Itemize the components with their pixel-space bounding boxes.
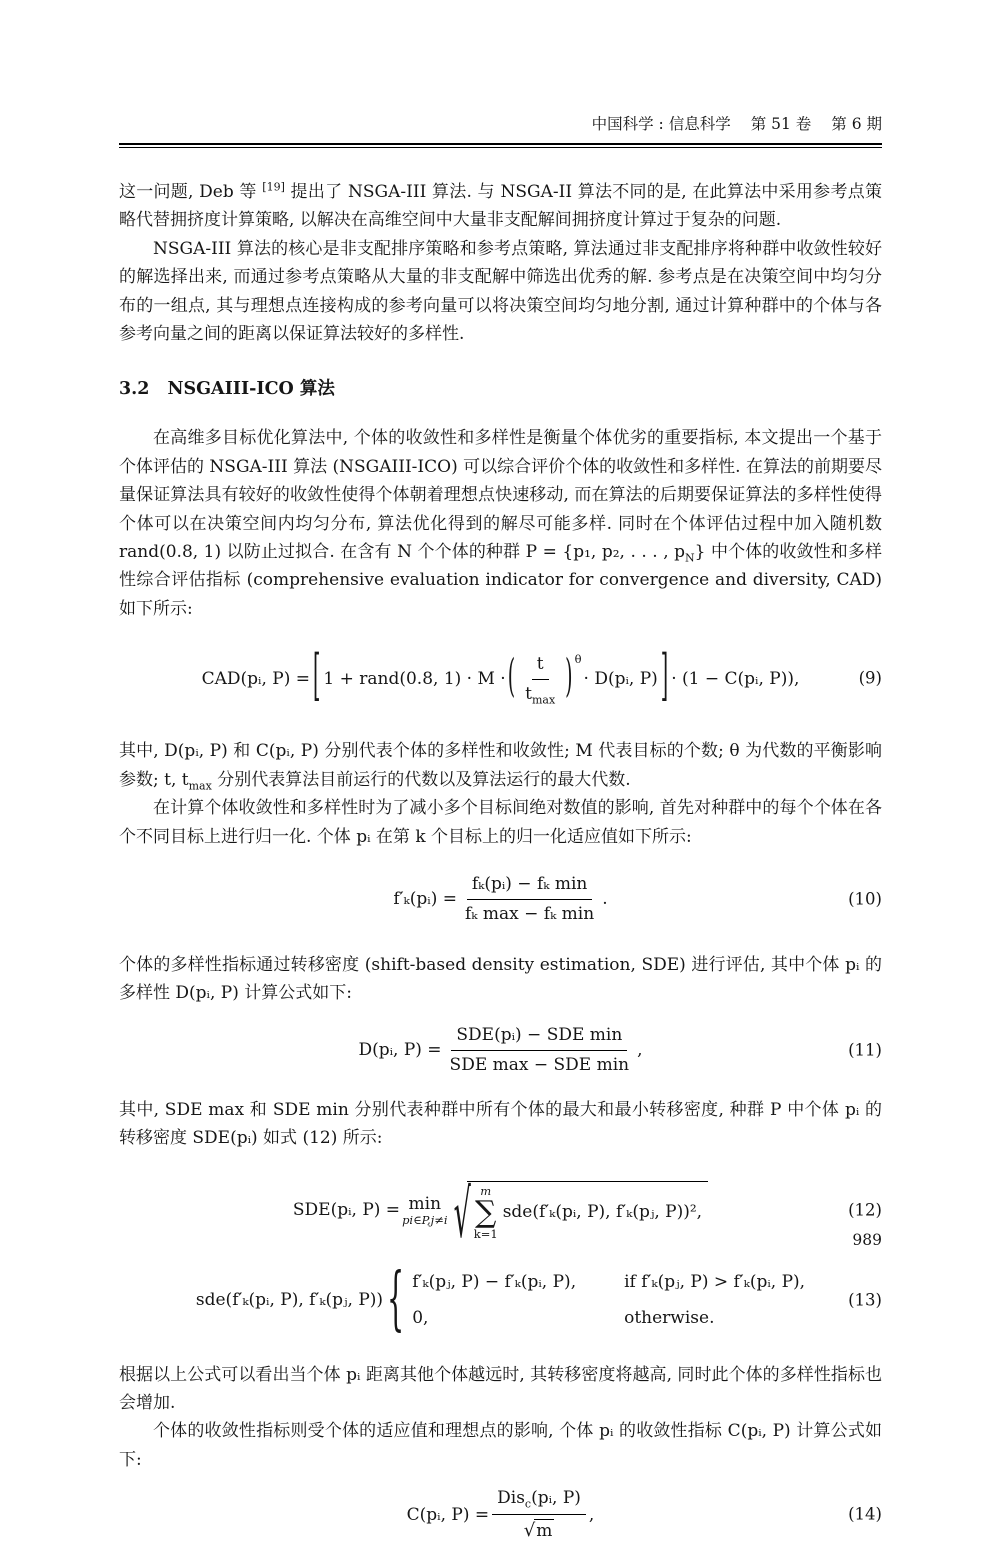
eq14-fraction xyxy=(492,1488,586,1542)
paragraph-text: 提出了 NSGA-III 算法. 与 NSGA-II 算法不同的是, 在此算法中采用参考点策略代替拥挤度计算策略, 以解决在高维空间中大量非支配解间拥挤度计算过于复杂的问题. xyxy=(119,182,882,231)
eq9-frac-numerator: t xyxy=(532,654,549,680)
eq10-lhs: f′ₖ(pᵢ) = xyxy=(393,889,457,910)
equation-9 xyxy=(119,643,882,715)
page-content xyxy=(119,112,882,1556)
eq9-term1: 1 + rand(0.8, 1) · M · xyxy=(323,668,506,689)
eq12-summation: m ∑ k=1 xyxy=(473,1183,498,1241)
volume-label: 第 51 卷 xyxy=(750,115,812,133)
equation-10 xyxy=(119,867,882,933)
eq14-tail: , xyxy=(588,1504,595,1525)
eq13-case2-cond: otherwise. xyxy=(624,1308,715,1329)
paragraph-text: } 中个体的收敛性和多样性综合评估指标 (comprehensive evaluation indicator for convergence and diversity, CAD) 如下所示: xyxy=(119,542,882,619)
subscript-c: c xyxy=(524,1497,532,1511)
equation-number: (13) xyxy=(848,1290,882,1310)
section-title: NSGAIII-ICO 算法 xyxy=(167,379,335,400)
subscript-max: max xyxy=(188,779,212,793)
equation-11 xyxy=(119,1018,882,1084)
section-heading xyxy=(119,375,882,400)
subscript-N: N xyxy=(685,551,695,565)
eq12-lhs: SDE(pᵢ, P) = xyxy=(292,1199,401,1220)
eq9-paren-close: ) xyxy=(565,651,573,704)
page-header xyxy=(119,112,882,143)
equation-14 xyxy=(119,1484,882,1546)
journal-title: 中国科学 : 信息科学 xyxy=(591,115,731,133)
section-number: 3.2 xyxy=(119,379,150,400)
equation-number: (12) xyxy=(848,1200,882,1220)
equation-number: (9) xyxy=(858,668,882,688)
eq12-min-operator: min pi∈P,j≠i xyxy=(402,1193,448,1227)
eq14-frac-numerator: Dis$_c$(pᵢ, P) xyxy=(492,1488,586,1514)
equation-number: (14) xyxy=(848,1504,882,1524)
eq9-paren-open: ( xyxy=(507,651,516,704)
eq13-case2-expr: 0, xyxy=(412,1308,429,1329)
eq9-term3: · (1 − C(pᵢ, P)), xyxy=(671,668,800,689)
eq11-frac-denominator: SDE max − SDE min xyxy=(449,1055,630,1076)
paragraph-eq9-explain xyxy=(119,737,882,794)
eq9-term2: · D(pᵢ, P) xyxy=(583,668,658,689)
issue-label: 第 6 期 xyxy=(831,115,882,133)
eq12-summand: sde(f′ₖ(pᵢ, P), f′ₖ(pⱼ, P))², xyxy=(502,1201,703,1222)
footer-page-number: 989 xyxy=(852,1231,882,1249)
eq10-frac-denominator: fₖ max − fₖ min xyxy=(464,904,595,925)
eq9-exponent: θ xyxy=(574,652,582,667)
eq11-fraction xyxy=(445,1025,635,1077)
brace-icon: { xyxy=(387,1260,405,1340)
eq9-frac-denominator: $t_{max}$ xyxy=(525,683,556,707)
paragraph-text: 这一问题, Deb 等 xyxy=(119,182,263,202)
eq11-frac-numerator: SDE(pᵢ) − SDE min xyxy=(451,1025,627,1051)
radical-sign-icon: √ xyxy=(523,1519,536,1541)
eq13-case1-cond: if f′ₖ(pⱼ, P) > f′ₖ(pᵢ, P), xyxy=(624,1271,806,1292)
radical-sign-icon: √ xyxy=(453,1177,471,1254)
equation-number: (11) xyxy=(848,1040,882,1060)
paragraph-continuation xyxy=(119,178,882,235)
eq13-case1-expr: f′ₖ(pⱼ, P) − f′ₖ(pᵢ, P), xyxy=(412,1271,577,1292)
header-rule xyxy=(119,143,882,148)
paragraph-text: 分别代表算法目前运行的代数以及算法运行的最大代数. xyxy=(211,769,631,790)
paragraph-sde-conclusion: 根据以上公式可以看出当个体 pᵢ 距离其他个体越远时, 其转移密度将越高, 同时此个体的多样性指标也会增加. xyxy=(119,1364,882,1413)
eq9-bracket-open: [ xyxy=(312,644,321,709)
eq11-tail: , xyxy=(637,1040,643,1061)
eq9-bracket-close: ] xyxy=(660,644,669,709)
citation-ref: [19] xyxy=(262,180,285,194)
eq9-fraction xyxy=(520,654,560,706)
paragraph-sde-intro: 个体的多样性指标通过转移密度 (shift-based density estimation, SDE) 进行评估, 其中个体 pᵢ 的多样性 D(pᵢ, P) 计算公式如下: xyxy=(119,954,882,1004)
equation-13 xyxy=(119,1259,882,1343)
paragraph-nsgaiii-ico-intro xyxy=(119,424,882,623)
eq14-frac-denominator: √ m xyxy=(523,1519,553,1541)
paragraph-sde-explain: 其中, SDE max 和 SDE min 分别代表种群中所有个体的最大和最小转移密度, 种群 P 中个体 pᵢ 的转移密度 SDE(pᵢ) 如式 (12) 所示: xyxy=(119,1099,882,1149)
eq11-lhs: D(pᵢ, P) = xyxy=(358,1040,442,1061)
paragraph-convergence-intro: 个体的收敛性指标则受个体的适应值和理想点的影响, 个体 pᵢ 的收敛性指标 C(pᵢ, P) 计算公式如下: xyxy=(119,1421,882,1470)
eq14-lhs: C(pᵢ, P) = xyxy=(406,1504,490,1525)
equation-number: (10) xyxy=(848,889,882,909)
paragraph-text: 其中, D(pᵢ, P) 和 C(pᵢ, P) 分别代表个体的多样性和收敛性; M 代表目标的个数; θ 为代数的平衡影响参数; t, t xyxy=(119,741,882,790)
eq13-lhs: sde(f′ₖ(pᵢ, P), f′ₖ(pⱼ, P)) xyxy=(195,1289,384,1310)
paragraph-normalization: 在计算个体收敛性和多样性时为了减小多个目标间绝对数值的影响, 首先对种群中的每个个体在各个不同目标上进行归一化. 个体 pᵢ 在第 k 个目标上的归一化适应值如下所示: xyxy=(119,798,882,847)
eq10-fraction xyxy=(460,874,599,926)
eq13-cases xyxy=(412,1272,805,1330)
paragraph-text: 在高维多目标优化算法中, 个体的收敛性和多样性是衡量个体优劣的重要指标, 本文提出一个基于个体评估的 NSGA-III 算法 (NSGAIII-ICO) 可以综合评价个体的收敛性和多样性. 在算法的前期要尽量保证算法具有较好的收敛性使得个体朝着理想点快速移动, 而在算法的后期要保证算法的多样性使得个体可以在决策空间内均匀分布, 算法优化得到的解尽可能多样. 同时在个体评估过程中加入随机数 rand(0.8, 1) 以防止过拟合. 在含有 N 个个体的种群 P = {p₁, p₂, . . . , p xyxy=(119,428,882,563)
paragraph-nsga3-core: NSGA-III 算法的核心是非支配排序策略和参考点策略, 算法通过非支配排序将种群中收敛性较好的解选择出来, 而通过参考点策略从大量的非支配解中筛选出优秀的解. 参考点是在决策空间中均匀分布的一组点, 其与理想点连接构成的参考向量可以将决策空间均匀地分割, 通过计算种群中的个体与各参考向量之间的距离以保证算法较好的多样性. xyxy=(119,238,882,345)
eq10-tail: . xyxy=(602,889,608,910)
eq9-lhs: CAD(pᵢ, P) = xyxy=(201,668,310,689)
eq10-frac-numerator: fₖ(pᵢ) − fₖ min xyxy=(467,874,593,900)
sigma-icon: ∑ xyxy=(475,1194,497,1230)
